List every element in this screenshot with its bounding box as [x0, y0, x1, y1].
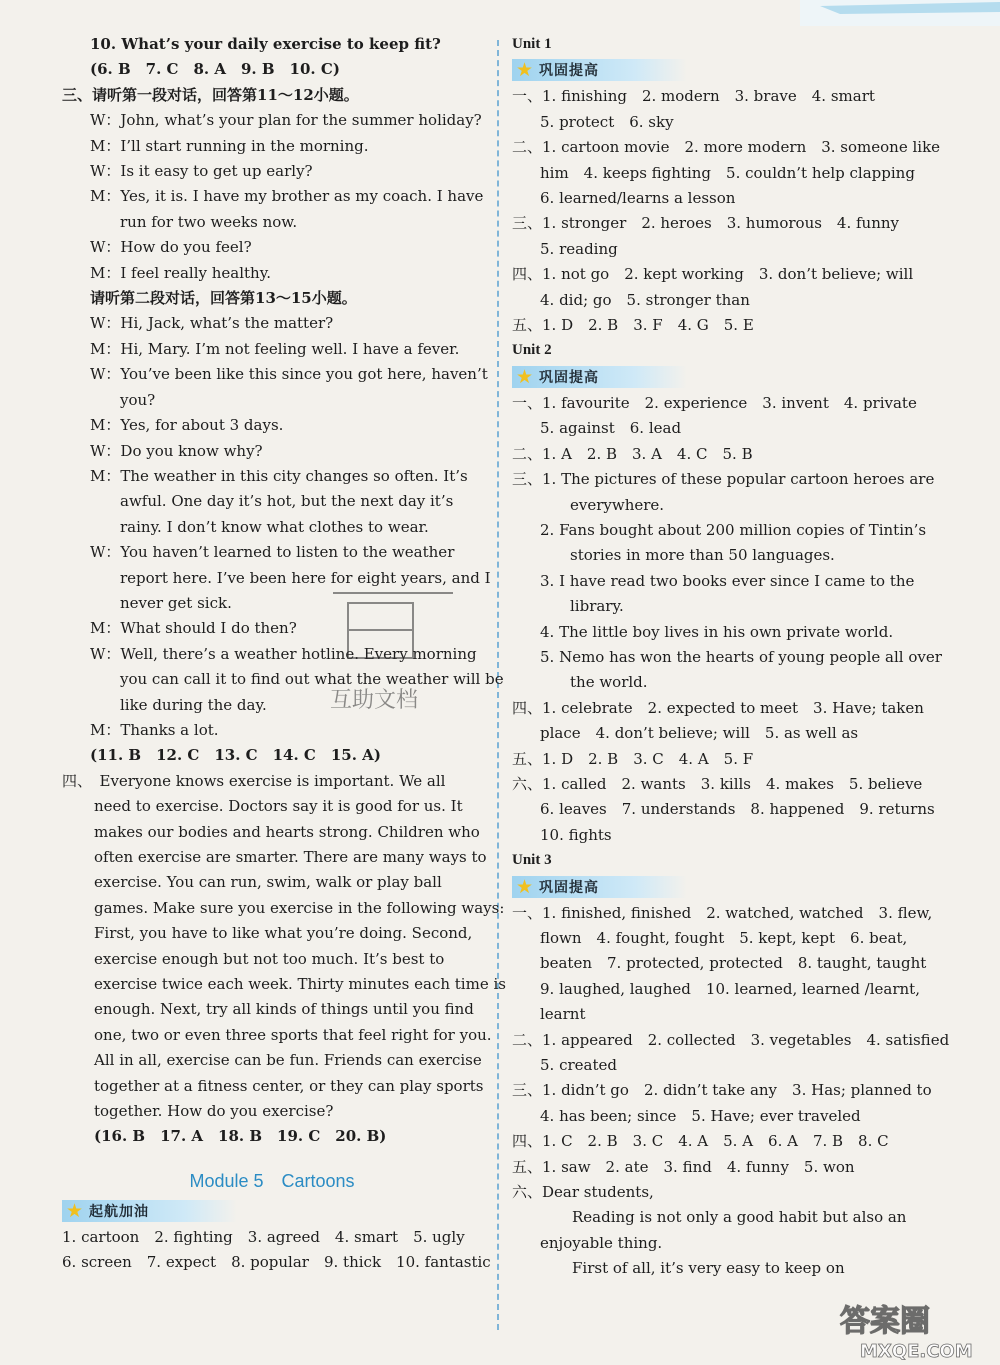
text-line: First, you have to like what you’re doing. Second,: [94, 924, 473, 943]
text-line: often exercise are smarter. There are many ways to: [94, 848, 487, 866]
text-line: exercise enough but not too much. It’s best to: [94, 949, 445, 968]
text-line: 一、1. favourite 2. experience 3. invent 4. private: [512, 393, 917, 412]
text-line: (6. B 7. C 8. A 9. B 10. C): [90, 60, 340, 79]
corner-decoration: [800, 0, 1000, 26]
text-line: M：Thanks a lot.: [90, 720, 219, 739]
unit3-answers: [512, 901, 950, 1282]
text-line: 5. reading: [540, 239, 618, 258]
text-line: W：Do you know why?: [90, 441, 263, 460]
text-line: 二、1. appeared 2. collected 3. vegetables 4. satisfied: [512, 1030, 950, 1049]
text-line: him 4. keeps fighting 5. couldn’t help clapping: [540, 163, 915, 182]
banner-review-label: 巩固提高: [539, 369, 600, 386]
star-icon: ★: [66, 1199, 84, 1222]
unit1-title: Unit 1: [512, 36, 552, 52]
text-line: 五、1. saw 2. ate 3. find 4. funny 5. won: [512, 1157, 855, 1176]
text-line: 四、 Everyone knows exercise is important. We all: [62, 771, 446, 790]
text-line: 三、请听第一段对话，回答第11～12小题。: [62, 85, 359, 104]
text-line: W：Hi, Jack, what’s the matter?: [90, 314, 334, 333]
unit2-answers: [512, 391, 942, 848]
text-line: never get sick.: [120, 593, 232, 612]
text-line: 五、1. D 2. B 3. C 4. A 5. F: [512, 749, 754, 768]
text-line: report here. I’ve been here for eight years, and I: [120, 568, 491, 587]
text-line: exercise. You can run, swim, walk or play ball: [94, 873, 442, 892]
text-line: you can call it to find out what the weather will be: [120, 670, 504, 689]
text-line: 1. cartoon 2. fighting 3. agreed 4. smart 5. ugly: [62, 1227, 465, 1246]
text-line: games. Make sure you exercise in the following ways:: [94, 898, 505, 917]
text-line: M：What should I do then?: [90, 619, 297, 638]
text-line: 四、1. C 2. B 3. C 4. A 5. A 6. A 7. B 8. C: [512, 1132, 889, 1151]
text-line: 请听第二段对话，回答第13～15小题。: [90, 289, 357, 308]
banner-review-label: 巩固提高: [539, 63, 600, 80]
text-line: 5. Nemo has won the hearts of young people all over: [540, 647, 942, 666]
text-line: M：Yes, for about 3 days.: [90, 416, 284, 435]
text-line: rainy. I don’t know what clothes to wear.: [120, 517, 429, 536]
watermark-logo: 答案圈: [840, 1304, 930, 1339]
text-line: W：How do you feel?: [90, 238, 252, 257]
text-line: one, two or even three sports that feel right for you.: [94, 1025, 492, 1044]
text-line: you?: [120, 390, 156, 409]
text-line: 4. has been; since 5. Have; ever traveled: [540, 1106, 861, 1125]
text-line: 五、1. D 2. B 3. F 4. G 5. E: [512, 316, 754, 335]
text-line: 三、1. didn’t go 2. didn’t take any 3. Has; planned to: [512, 1081, 932, 1100]
text-line: the world.: [570, 673, 648, 692]
text-line: First of all, it’s very easy to keep on: [572, 1259, 845, 1278]
right-column: [512, 32, 950, 1282]
text-line: W：John, what’s your plan for the summer holiday?: [90, 111, 482, 130]
text-line: 3. I have read two books ever since I came to the: [540, 571, 915, 590]
text-line: 9. laughed, laughed 10. learned, learned /learnt,: [540, 979, 920, 998]
module-title: Module 5 Cartoons: [189, 1170, 355, 1191]
text-line: W：You haven’t learned to listen to the weather: [90, 543, 455, 562]
text-line: 六、1. called 2. wants 3. kills 4. makes 5. believe: [512, 774, 923, 793]
text-line: 6. learned/learns a lesson: [540, 189, 736, 208]
text-line: 6. leaves 7. understands 8. happened 9. returns: [540, 800, 935, 819]
text-line: need to exercise. Doctors say it is good for us. It: [94, 797, 463, 816]
text-line: M：I feel really healthy.: [90, 263, 271, 282]
unit1-answers: [512, 84, 941, 338]
text-line: M：Hi, Mary. I’m not feeling well. I have a fever.: [90, 339, 460, 358]
text-line: flown 4. fought, fought 5. kept, kept 6. beat,: [540, 929, 908, 947]
text-line: 三、1. stronger 2. heroes 3. humorous 4. funny: [512, 214, 900, 233]
text-line: like during the day.: [120, 695, 267, 714]
text-line: exercise twice each week. Thirty minutes each time is: [94, 975, 506, 994]
watermark-url: MXQE.COM: [860, 1341, 973, 1362]
text-line: 5. protect 6. sky: [540, 112, 674, 131]
text-line: place 4. don’t believe; will 5. as well as: [540, 724, 859, 743]
banner-review-label: 巩固提高: [539, 879, 600, 896]
text-line: 4. did; go 5. stronger than: [540, 290, 750, 309]
text-line: everywhere.: [570, 495, 665, 514]
unit3-title: Unit 3: [512, 852, 552, 869]
text-line: enough. Next, try all kinds of things until you find: [94, 1000, 474, 1019]
text-line: All in all, exercise can be fun. Friends can exercise: [94, 1051, 482, 1070]
banner-start-label: 起航加油: [89, 1203, 150, 1220]
text-line: makes our bodies and hearts strong. Children who: [94, 822, 480, 841]
text-line: 5. created: [540, 1056, 617, 1075]
text-line: 6. screen 7. expect 8. popular 9. thick 10. fantastic: [62, 1253, 491, 1272]
text-line: run for two weeks now.: [120, 212, 298, 231]
text-line: 5. against 6. lead: [540, 419, 682, 438]
text-line: 10. fights: [540, 825, 612, 844]
text-line: awful. One day it’s hot, but the next day it’s: [120, 492, 454, 511]
text-line: stories in more than 50 languages.: [570, 546, 835, 565]
text-line: 2. Fans bought about 200 million copies of Tintin’s: [540, 520, 927, 539]
text-line: 4. The little boy lives in his own private world.: [540, 622, 894, 641]
text-line: library.: [570, 597, 624, 616]
text-line: together. How do you exercise?: [94, 1102, 334, 1121]
text-line: 二、1. cartoon movie 2. more modern 3. someone like: [512, 138, 941, 157]
text-line: 四、1. not go 2. kept working 3. don’t believe; will: [512, 265, 914, 284]
text-line: W：Is it easy to get up early?: [90, 162, 313, 181]
text-line: beaten 7. protected, protected 8. taught, taught: [540, 954, 927, 973]
module-answers: [62, 1225, 491, 1276]
text-line: M：Yes, it is. I have my brother as my coach. I have: [90, 187, 484, 206]
star-icon: ★: [516, 59, 534, 82]
banner-review-3: [512, 876, 687, 898]
banner-review-2: [512, 366, 687, 388]
text-line: W：You’ve been like this since you got here, haven’t: [90, 365, 488, 384]
text-line: 六、Dear students,: [512, 1183, 654, 1202]
banner-review-1: [512, 59, 687, 81]
star-icon: ★: [516, 365, 534, 388]
text-line: together at a fitness center, or they can play sports: [94, 1076, 484, 1095]
text-line: learnt: [540, 1005, 586, 1024]
text-line: W：Well, there’s a weather hotline. Every morning: [90, 644, 477, 663]
text-line: 一、1. finishing 2. modern 3. brave 4. smart: [512, 87, 875, 106]
text-line: 三、1. The pictures of these popular cartoon heroes are: [512, 470, 935, 489]
text-line: M：I’ll start running in the morning.: [90, 136, 369, 155]
text-line: (11. B 12. C 13. C 14. C 15. A): [90, 746, 381, 765]
site-watermark: [830, 1295, 1000, 1365]
text-line: Reading is not only a good habit but also an: [572, 1208, 907, 1227]
unit2-title: Unit 2: [512, 342, 552, 359]
text-line: 一、1. finished, finished 2. watched, watched 3. flew,: [512, 903, 933, 922]
text-line: 10. What’s your daily exercise to keep fit?: [90, 35, 441, 53]
text-line: M：The weather in this city changes so often. It’s: [90, 466, 468, 485]
text-line: (16. B 17. A 18. B 19. C 20. B): [94, 1127, 387, 1146]
text-line: 四、1. celebrate 2. expected to meet 3. Have; taken: [512, 698, 924, 717]
text-line: enjoyable thing.: [540, 1233, 663, 1252]
stamp-watermark: [318, 585, 468, 715]
stamp-text: 互助文档: [330, 688, 419, 713]
banner-start: [62, 1200, 237, 1222]
text-line: 二、1. A 2. B 3. A 4. C 5. B: [512, 444, 753, 463]
star-icon: ★: [516, 875, 534, 898]
